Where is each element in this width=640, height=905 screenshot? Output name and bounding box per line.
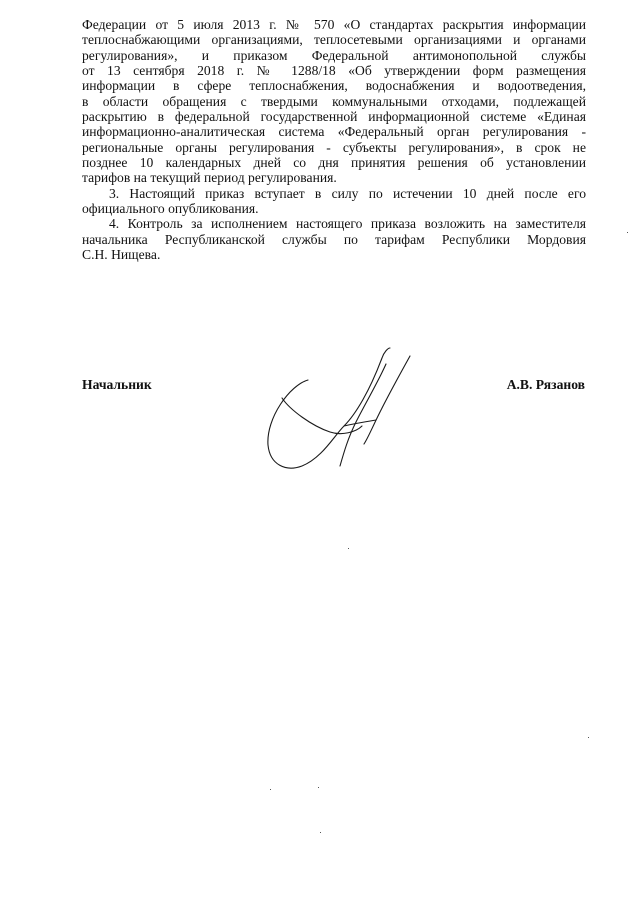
- scan-speck: [320, 832, 321, 833]
- text-line: теплоснабжающими организациями, теплосетевыми организациями и органами: [82, 32, 586, 48]
- text-line: информационно-аналитическая система «Федеральный орган регулирования -: [82, 124, 586, 140]
- text-line: С.Н. Нищева.: [82, 247, 161, 263]
- scan-speck: [270, 789, 271, 790]
- text-line: Федерации от 5 июля 2013 г. № 570 «О стандартах раскрытия информации: [82, 17, 586, 32]
- scan-speck: [588, 737, 589, 738]
- text-line: от 13 сентября 2018 г. № 1288/18 «Об утверждении форм размещения: [82, 63, 586, 79]
- scan-speck: [348, 548, 349, 549]
- text-line: региональные органы регулирования - субъекты регулирования», в срок не: [82, 139, 586, 155]
- paragraph-effective-date: [82, 186, 586, 217]
- handwritten-signature: [260, 340, 420, 480]
- paragraph-publication-requirements: [82, 17, 586, 186]
- text-line: раскрытию в федеральной государственной информационной системе «Единая: [82, 109, 586, 125]
- signer-name: А.В. Рязанов: [506, 377, 585, 392]
- text-line: 4. Контроль за исполнением настоящего приказа возложить на заместителя: [109, 216, 586, 232]
- order-text: [82, 17, 586, 263]
- paragraph-control: [82, 216, 586, 262]
- text-line: тарифов на текущий период регулирования.: [82, 170, 337, 186]
- text-line: начальника Республиканской службы по тарифам Республики Мордовия: [82, 231, 586, 247]
- text-line: официального опубликования.: [82, 201, 259, 217]
- scan-speck: [318, 787, 319, 788]
- text-line: 3. Настоящий приказ вступает в силу по истечении 10 дней после его: [109, 185, 586, 201]
- scan-speck: [627, 232, 628, 233]
- text-line: позднее 10 календарных дней со дня принятия решения об установлении: [82, 155, 586, 171]
- text-line: информации в сфере теплоснабжения, водоснабжения и водоотведения,: [82, 78, 586, 94]
- text-line: в области обращения с твердыми коммунальными отходами, подлежащей: [82, 93, 586, 109]
- text-line: регулирования», и приказом Федеральной антимонопольной службы: [82, 47, 586, 63]
- signer-title: Начальник: [82, 377, 152, 392]
